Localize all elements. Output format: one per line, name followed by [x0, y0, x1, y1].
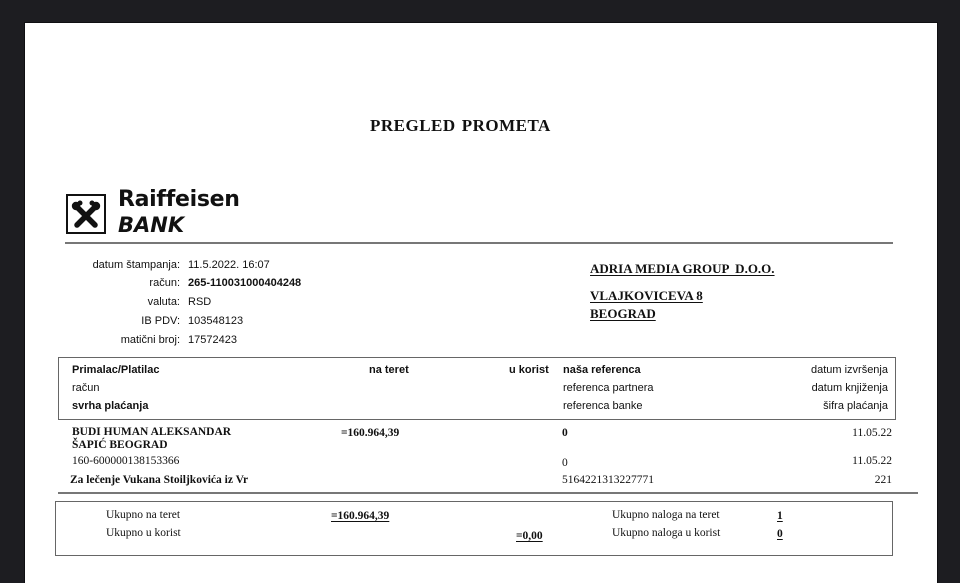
- info-value-vat-id: 103548123: [188, 315, 244, 327]
- info-label-vat-id: IB PDV:: [141, 315, 180, 327]
- booking-date: 11.05.22: [852, 455, 892, 467]
- payment-code: 221: [874, 474, 892, 486]
- party-account: 160-600000138153366: [72, 455, 180, 467]
- client-name: ADRIA MEDIA GROUP D.O.O.: [590, 261, 775, 276]
- total-debit-value: =160.964,39: [331, 510, 390, 522]
- party-name-line1: BUDI HUMAN ALEKSANDAR: [72, 426, 232, 438]
- col-header-bank-reference: referenca banke: [563, 400, 643, 412]
- col-header-credit: u korist: [509, 364, 549, 376]
- crossed-gables-icon: [69, 197, 103, 231]
- col-header-payment-code: šifra plaćanja: [823, 400, 888, 412]
- party-name-line2: ŠAPIĆ BEOGRAD: [72, 439, 168, 451]
- partner-reference: 0: [562, 457, 568, 469]
- raiffeisen-logo-icon: [66, 194, 106, 234]
- statement-page: [25, 23, 937, 583]
- bank-reference: 5164221313227771: [562, 474, 654, 486]
- col-header-purpose: svrha plaćanja: [72, 400, 149, 412]
- col-header-booking-date: datum knjiženja: [811, 382, 888, 394]
- our-reference: 0: [562, 427, 568, 439]
- col-header-party: Primalac/Platilac: [72, 364, 160, 376]
- totals-box: [55, 501, 893, 556]
- client-city: BEOGRAD: [590, 306, 656, 321]
- bank-suffix: BANK: [118, 213, 185, 237]
- orders-debit-label: Ukupno naloga na teret: [612, 509, 720, 521]
- execution-date: 11.05.22: [852, 427, 892, 439]
- header-rule: [65, 242, 893, 244]
- orders-debit-value: 1: [777, 510, 783, 522]
- title-word-2: PROMETA: [461, 116, 551, 135]
- col-header-our-reference: naša referenca: [563, 364, 641, 376]
- bank-name: Raiffeisen: [118, 187, 240, 212]
- col-header-debit: na teret: [369, 364, 409, 376]
- title-word-1: PREGLED: [370, 116, 456, 135]
- info-value-account: 265-110031000404248: [188, 277, 302, 289]
- info-label-account: račun:: [149, 277, 180, 289]
- col-header-partner-reference: referenca partnera: [563, 382, 654, 394]
- total-credit-value: =0,00: [516, 530, 543, 542]
- debit-amount: =160.964,39: [341, 427, 400, 439]
- info-label-registration-number: matični broj:: [120, 334, 180, 346]
- info-value-print-date: 11.5.2022. 16:07: [188, 259, 270, 271]
- info-value-currency: RSD: [188, 296, 212, 308]
- row-divider: [58, 492, 918, 494]
- total-debit-label: Ukupno na teret: [106, 509, 181, 521]
- total-credit-label: Ukupno u korist: [106, 527, 181, 539]
- orders-credit-label: Ukupno naloga u korist: [612, 527, 721, 539]
- table-header: [58, 357, 896, 420]
- orders-credit-value: 0: [777, 528, 783, 540]
- payment-purpose: Za lečenje Vukana Stoiljkovića iz Vr: [70, 474, 249, 486]
- info-label-print-date: datum štampanja:: [92, 259, 180, 271]
- client-street: VLAJKOVICEVA 8: [590, 288, 703, 303]
- info-label-currency: valuta:: [147, 296, 180, 308]
- page-title: [370, 116, 551, 136]
- info-value-registration-number: 17572423: [188, 334, 237, 346]
- col-header-account: račun: [72, 382, 100, 394]
- col-header-execution-date: datum izvršenja: [810, 364, 888, 376]
